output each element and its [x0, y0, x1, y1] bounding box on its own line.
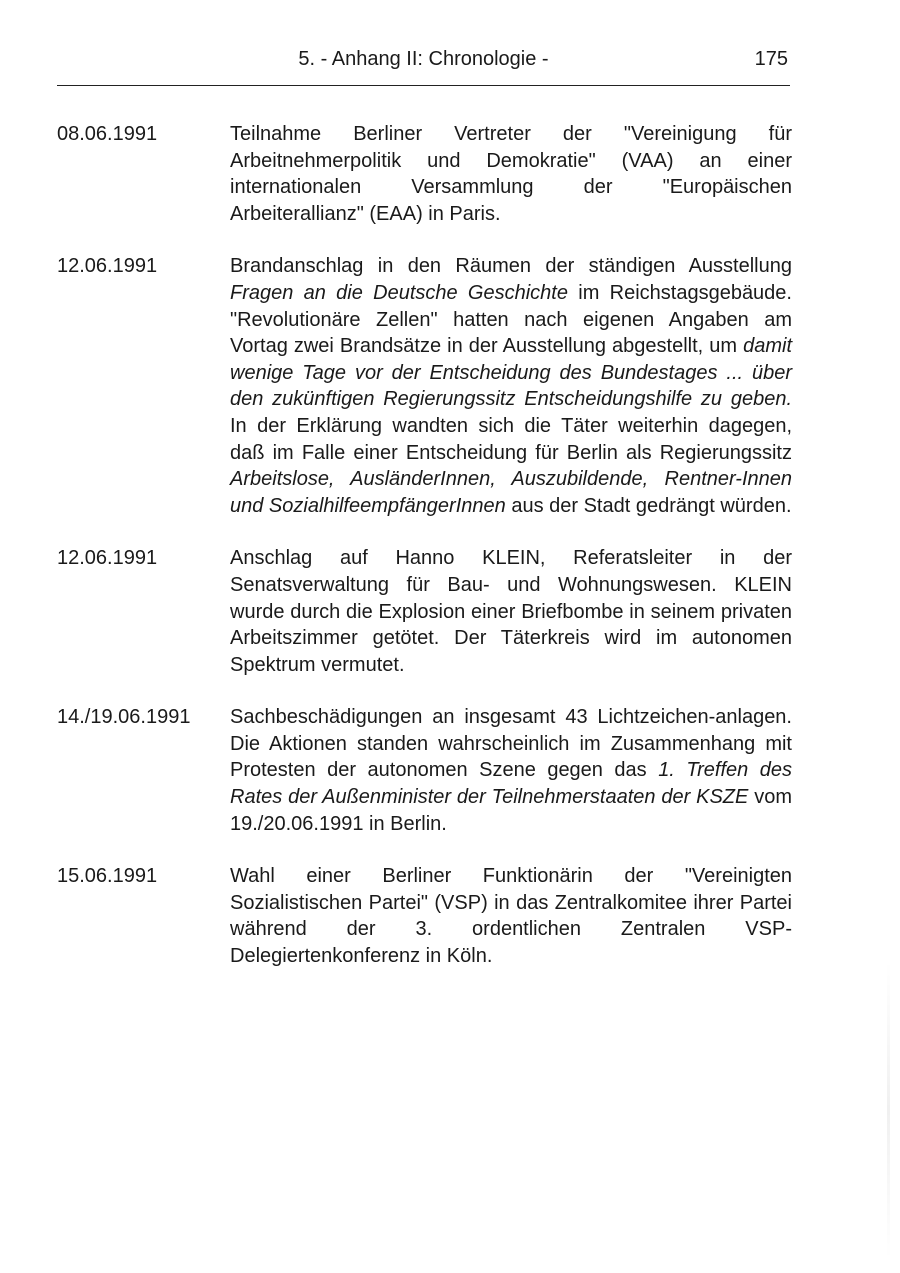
- entry-text: [230, 704, 792, 837]
- entry-text: [230, 121, 792, 227]
- chronology-entry: [57, 545, 792, 678]
- entry-text: [230, 863, 792, 969]
- text-segment: vom 19./20.06.1991 in Berlin.: [230, 786, 793, 835]
- text-segment: im Reichstagsgebäude. "Revolutionäre Zellen" hatten nach eigenen Angaben am Vortag zwei Brandsätze in der Ausstellung abgestellt, um: [230, 281, 792, 358]
- italic-quote: Arbeitslose, AusländerInnen, Auszubildende, Rentner-Innen und SozialhilfeempfängerInnen: [230, 468, 792, 517]
- chronology-entry: [57, 253, 792, 519]
- entry-date: 15.06.1991: [57, 865, 158, 888]
- page-number: 175: [754, 48, 788, 70]
- page-header: [57, 45, 790, 86]
- italic-event-title: 1. Treffen des Rates der Außenminister der Teilnehmerstaaten der KSZE: [230, 759, 792, 809]
- text-segment: Sachbeschädigungen an insgesamt 43 Lichtzeichen-anlagen. Die Aktionen standen wahrscheinlich im Zusammenhang mit Protesten der autonomen Szene gegen das: [230, 706, 792, 782]
- text-segment: Wahl einer Berliner Funktionärin der "Vereinigten Sozialistischen Partei" (VSP) in das Zentralkomitee ihrer Partei während der 3. ordentlichen Zentralen VSP-Delegiertenkonferenz in Köln.: [230, 865, 792, 968]
- entry-date: 12.06.1991: [57, 547, 158, 570]
- text-segment: In der Erklärung wandten sich die Täter weiterhin dagegen, daß im Falle einer Entscheidung für Berlin als Regierungssitz: [230, 414, 792, 464]
- text-segment: aus der Stadt gedrängt würden.: [505, 494, 792, 517]
- entry-text: [230, 253, 792, 519]
- text-segment: Anschlag auf Hanno KLEIN, Referatsleiter in der Senatsverwaltung für Bau- und Wohnungswesen. KLEIN wurde durch die Explosion einer Briefbombe in seinem privaten Arbeitszimmer getötet. Der Täterkreis wird im autonomen Spektrum vermutet.: [230, 547, 792, 676]
- italic-exhibition-title: Fragen an die Deutsche Geschichte: [230, 281, 568, 304]
- text-segment: Teilnahme Berliner Vertreter der "Vereinigung für Arbeitnehmerpolitik und Demokratie" (VAA) an einer internationalen Versammlung der "Europäischen Arbeiterallianz" (EAA) in Paris.: [230, 123, 792, 225]
- running-header-title: 5. - Anhang II: Chronologie -: [298, 48, 549, 70]
- scan-edge-shadow: [887, 960, 890, 1260]
- text-segment: Brandanschlag in den Räumen der ständigen Ausstellung: [230, 255, 792, 278]
- italic-quote: damit wenige Tage vor der Entscheidung des Bundestages ... über den zukünftigen Regierungssitz Entscheidungshilfe zu geben.: [230, 335, 792, 411]
- entry-text: [230, 545, 792, 678]
- chronology-entry: [57, 704, 792, 837]
- chronology-entries: [57, 121, 792, 996]
- entry-date: 12.06.1991: [57, 255, 158, 278]
- entry-date: 14./19.06.1991: [57, 706, 191, 729]
- chronology-entry: [57, 121, 792, 227]
- chronology-entry: [57, 863, 792, 969]
- entry-date: 08.06.1991: [57, 123, 158, 145]
